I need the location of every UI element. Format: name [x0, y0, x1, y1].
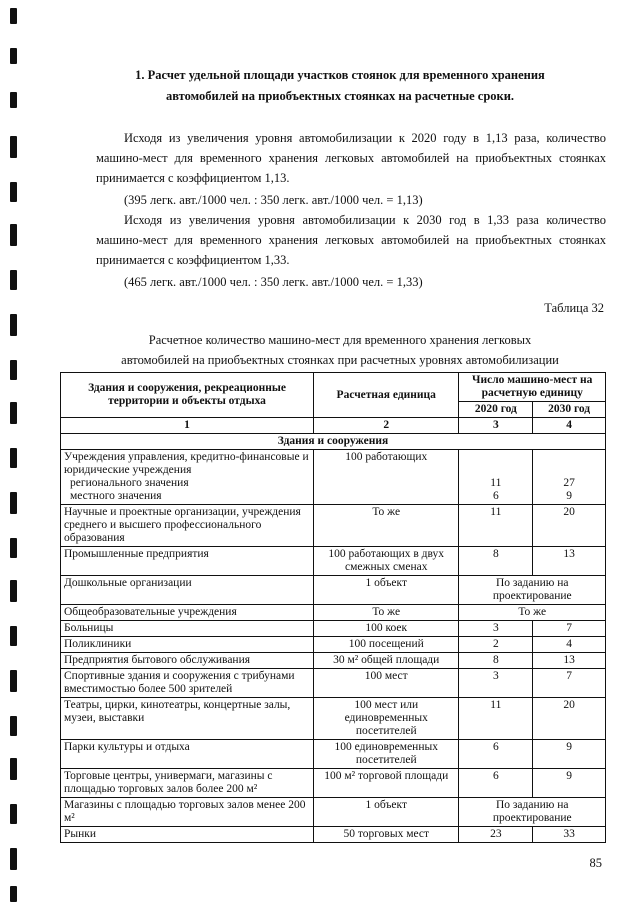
header-spaces: Число машино-мест на расчетную единицу: [459, 373, 606, 402]
row-value-2030: 13: [533, 547, 606, 576]
row-name: Промышленные предприятия: [61, 547, 314, 576]
row-value-2020: 6: [459, 740, 533, 769]
row-name: Учреждения управления, кредитно-финансовые и юридические учреждения: [64, 451, 309, 476]
row-value-2030: 13: [533, 653, 606, 669]
parking-table: [60, 372, 606, 843]
row-unit: 100 работающих в двух смежных сменах: [314, 547, 459, 576]
row-name: Парки культуры и отдыха: [61, 740, 314, 769]
header-unit: Расчетная единица: [314, 373, 459, 418]
row-name: Научные и проектные организации, учреждения среднего и высшего профессионального образования: [61, 505, 314, 547]
row-subname: регионального значения: [70, 477, 189, 489]
row-name: Поликлиники: [61, 637, 314, 653]
header-2020: 2020 год: [459, 402, 533, 418]
row-name: Больницы: [61, 621, 314, 637]
table-caption-line-2: автомобилей на приобъектных стоянках при расчетных уровнях автомобилизации: [121, 353, 559, 367]
row-value-2020: 3: [459, 669, 533, 698]
formula-2020: (395 легк. авт./1000 чел. : 350 легк. авт./1000 чел. = 1,13): [124, 193, 423, 207]
row-value-2030: 9: [533, 769, 606, 798]
formula-2030: (465 легк. авт./1000 чел. : 350 легк. авт./1000 чел. = 1,33): [124, 275, 423, 289]
table-row: [61, 769, 606, 798]
table-row: [61, 637, 606, 653]
row-value-2030: 20: [533, 505, 606, 547]
row-merged-value: По заданию на проектирование: [459, 798, 606, 827]
table-caption-line-1: Расчетное количество машино-мест для временного хранения легковых: [148, 333, 532, 347]
col-number-1: 1: [61, 418, 314, 434]
section-row: [61, 434, 606, 450]
row-value-2020: 8: [459, 547, 533, 576]
row-unit: 100 работающих: [314, 450, 459, 505]
row-value-2030: 9: [566, 490, 572, 502]
table-row: [61, 450, 606, 505]
table-header-row: [61, 373, 606, 402]
row-unit: 30 м² общей площади: [314, 653, 459, 669]
row-value-2030: 33: [533, 827, 606, 843]
header-objects: Здания и сооружения, рекреационные территории и объекты отдыха: [61, 373, 314, 418]
table-caption: [60, 330, 620, 370]
row-value-2020: 11: [490, 477, 502, 489]
page-number: 85: [589, 856, 602, 870]
row-unit: 1 объект: [314, 576, 459, 605]
row-name: Рынки: [61, 827, 314, 843]
row-value-2030: 7: [533, 669, 606, 698]
row-merged-value: То же: [459, 605, 606, 621]
row-value-2020: 3: [459, 621, 533, 637]
row-unit: 100 м² торговой площади: [314, 769, 459, 798]
row-value-2030: 4: [533, 637, 606, 653]
col-number-4: 4: [533, 418, 606, 434]
row-name: Спортивные здания и сооружения с трибунами вместимостью более 500 зрителей: [61, 669, 314, 698]
row-value-2030: 9: [533, 740, 606, 769]
row-unit: То же: [314, 605, 459, 621]
col-number-2: 2: [314, 418, 459, 434]
row-value-2030: 7: [533, 621, 606, 637]
row-name: Дошкольные организации: [61, 576, 314, 605]
row-unit: 100 посещений: [314, 637, 459, 653]
heading-line-1: 1. Расчет удельной площади участков стоянок для временного хранения: [135, 68, 545, 82]
row-unit: 50 торговых мест: [314, 827, 459, 843]
paragraph-2030: Исходя из увеличения уровня автомобилизации к 2030 год в 1,33 раза количество машино-мест для временного хранения легковых автомобилей на приобъектных стоянках принимается с коэффициентом 1,33.: [96, 213, 606, 267]
table-row: [61, 576, 606, 605]
row-value-2020: 11: [459, 698, 533, 740]
table-label: Таблица 32: [544, 301, 604, 315]
row-value-2020: 11: [459, 505, 533, 547]
col-number-3: 3: [459, 418, 533, 434]
row-value-2020: 8: [459, 653, 533, 669]
table-row: [61, 669, 606, 698]
row-merged-value: По заданию на проектирование: [459, 576, 606, 605]
binding-marks: [8, 0, 22, 905]
row-unit: 100 мест: [314, 669, 459, 698]
row-name: Магазины с площадью торговых залов менее 200 м²: [61, 798, 314, 827]
row-value-2020: 6: [459, 769, 533, 798]
header-2030: 2030 год: [533, 402, 606, 418]
row-name: Общеобразовательные учреждения: [61, 605, 314, 621]
section-heading: [60, 65, 620, 107]
table-row: [61, 698, 606, 740]
row-unit: 100 единовременных посетителей: [314, 740, 459, 769]
table-row: [61, 547, 606, 576]
row-name: Предприятия бытового обслуживания: [61, 653, 314, 669]
row-value-2030: 20: [533, 698, 606, 740]
table-row: [61, 621, 606, 637]
table-row: [61, 798, 606, 827]
row-value-2030: 27: [563, 477, 575, 489]
table-row: [61, 605, 606, 621]
heading-line-2: автомобилей на приобъектных стоянках на расчетные сроки.: [165, 89, 515, 103]
row-subname: местного значения: [70, 490, 162, 502]
row-value-2020: 2: [459, 637, 533, 653]
row-value-2020: 23: [459, 827, 533, 843]
table-numbering-row: [61, 418, 606, 434]
table-row: [61, 740, 606, 769]
table-row: [61, 653, 606, 669]
table-row: [61, 505, 606, 547]
paragraph-2020: Исходя из увеличения уровня автомобилизации к 2020 году в 1,13 раза, количество машино-мест для временного хранения легковых автомобилей на приобъектных стоянках принимается с коэффициентом 1,13.: [96, 131, 606, 185]
row-unit: 1 объект: [314, 798, 459, 827]
row-name: Театры, цирки, кинотеатры, концертные залы, музеи, выставки: [61, 698, 314, 740]
row-unit: То же: [314, 505, 459, 547]
row-unit: 100 коек: [314, 621, 459, 637]
row-value-2020: 6: [492, 490, 499, 502]
row-unit: 100 мест или единовременных посетителей: [314, 698, 459, 740]
table-row: [61, 827, 606, 843]
row-name: Торговые центры, универмаги, магазины с площадью торговых залов более 200 м²: [61, 769, 314, 798]
section-title: Здания и сооружения: [61, 434, 606, 450]
